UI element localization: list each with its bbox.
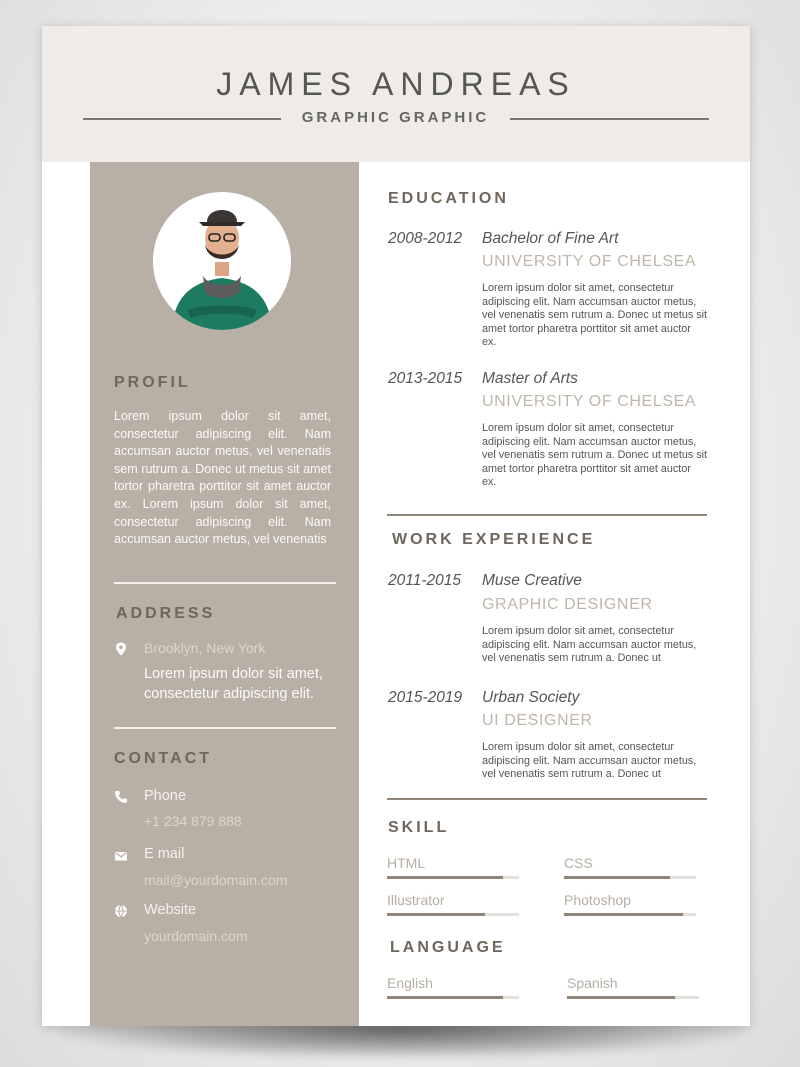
profile-heading: PROFIL	[114, 374, 191, 391]
section-divider	[387, 798, 707, 800]
address-heading: ADDRESS	[116, 605, 216, 622]
skill-bar	[564, 913, 696, 916]
work-description: Lorem ipsum dolor sit amet, consectetur adipiscing elit. Nam accumsan auctor metus, vel venenatis sem rutrum a. Donec ut	[482, 741, 697, 780]
phone-label: Phone	[144, 788, 186, 804]
resume-page	[42, 26, 750, 1026]
skill-heading: SKILL	[388, 819, 450, 836]
language-heading: LANGUAGE	[390, 939, 506, 956]
location-pin-icon	[114, 642, 128, 656]
sidebar	[90, 162, 359, 1026]
language-name: English	[387, 975, 433, 991]
profile-text: Lorem ipsum dolor sit amet, consectetur adipiscing elit. Nam accumsan auctor metus, vel venenatis sem rutrum a. Donec ut metus sit amet tortor pharetra porttitor sit amet auctor ex. Lorem ipsum dolor sit amet, consectetur adipiscing elit. Nam accumsan auctor metus, vel venenatis	[114, 409, 331, 547]
phone-icon	[114, 790, 128, 804]
sidebar-divider	[114, 582, 336, 584]
skill-name: HTML	[387, 855, 426, 871]
header-divider-left	[83, 118, 281, 120]
work-company: Muse Creative	[482, 572, 582, 589]
address-city: Brooklyn, New York	[144, 640, 266, 656]
education-description: Lorem ipsum dolor sit amet, consectetur adipiscing elit. Nam accumsan auctor metus, vel venenatis sem rutrum a. Donec ut metus sit amet tortor pharetra porttitor sit amet auctor ex.	[482, 282, 708, 348]
avatar-illustration	[153, 192, 291, 330]
skill-name: Illustrator	[387, 892, 445, 908]
education-description: Lorem ipsum dolor sit amet, consectetur adipiscing elit. Nam accumsan auctor metus, vel venenatis sem rutrum a. Donec ut metus sit amet tortor pharetra porttitor sit amet auctor ex.	[482, 422, 708, 488]
header	[42, 26, 750, 162]
education-degree: Bachelor of Fine Art	[482, 230, 619, 247]
work-heading: WORK EXPERIENCE	[392, 531, 596, 548]
email-value[interactable]: mail@yourdomain.com	[144, 872, 288, 888]
website-value[interactable]: yourdomain.com	[144, 928, 248, 944]
header-divider-right	[510, 118, 709, 120]
section-divider	[387, 514, 707, 516]
email-label: E mail	[144, 846, 185, 862]
skill-bar-fill	[564, 913, 683, 916]
skill-bar-fill	[387, 876, 503, 879]
skill-bar-fill	[564, 876, 670, 879]
skill-bar-fill	[387, 913, 485, 916]
person-name: JAMES ANDREAS	[216, 66, 576, 102]
address-line: Lorem ipsum dolor sit amet, consectetur adipiscing elit.	[144, 666, 323, 702]
person-title: GRAPHIC GRAPHIC	[301, 109, 490, 126]
sidebar-divider	[114, 727, 336, 729]
work-role: UI DESIGNER	[482, 712, 593, 729]
work-years: 2011-2015	[388, 572, 461, 589]
education-years: 2008-2012	[388, 230, 463, 247]
avatar	[153, 192, 291, 330]
work-role: GRAPHIC DESIGNER	[482, 596, 653, 613]
skill-name: Photoshop	[564, 892, 631, 908]
work-years: 2015-2019	[388, 689, 463, 706]
education-heading: EDUCATION	[388, 190, 509, 207]
contact-heading: CONTACT	[114, 750, 213, 767]
mail-icon	[114, 849, 128, 863]
website-label: Website	[144, 902, 197, 918]
language-bar	[387, 996, 519, 999]
globe-icon	[114, 904, 128, 918]
phone-value[interactable]: +1 234 879 888	[144, 813, 242, 829]
education-years: 2013-2015	[388, 370, 463, 387]
work-company: Urban Society	[482, 689, 580, 706]
skill-bar	[387, 876, 519, 879]
language-bar-fill	[567, 996, 675, 999]
skill-bar	[564, 876, 696, 879]
language-name: Spanish	[567, 975, 618, 991]
education-school: UNIVERSITY OF CHELSEA	[482, 253, 697, 270]
education-school: UNIVERSITY OF CHELSEA	[482, 393, 697, 410]
skill-bar	[387, 913, 519, 916]
education-degree: Master of Arts	[482, 370, 578, 387]
skill-name: CSS	[564, 855, 593, 871]
language-bar	[567, 996, 699, 999]
language-bar-fill	[387, 996, 503, 999]
work-description: Lorem ipsum dolor sit amet, consectetur adipiscing elit. Nam accumsan auctor metus, vel venenatis sem rutrum a. Donec ut	[482, 625, 697, 664]
